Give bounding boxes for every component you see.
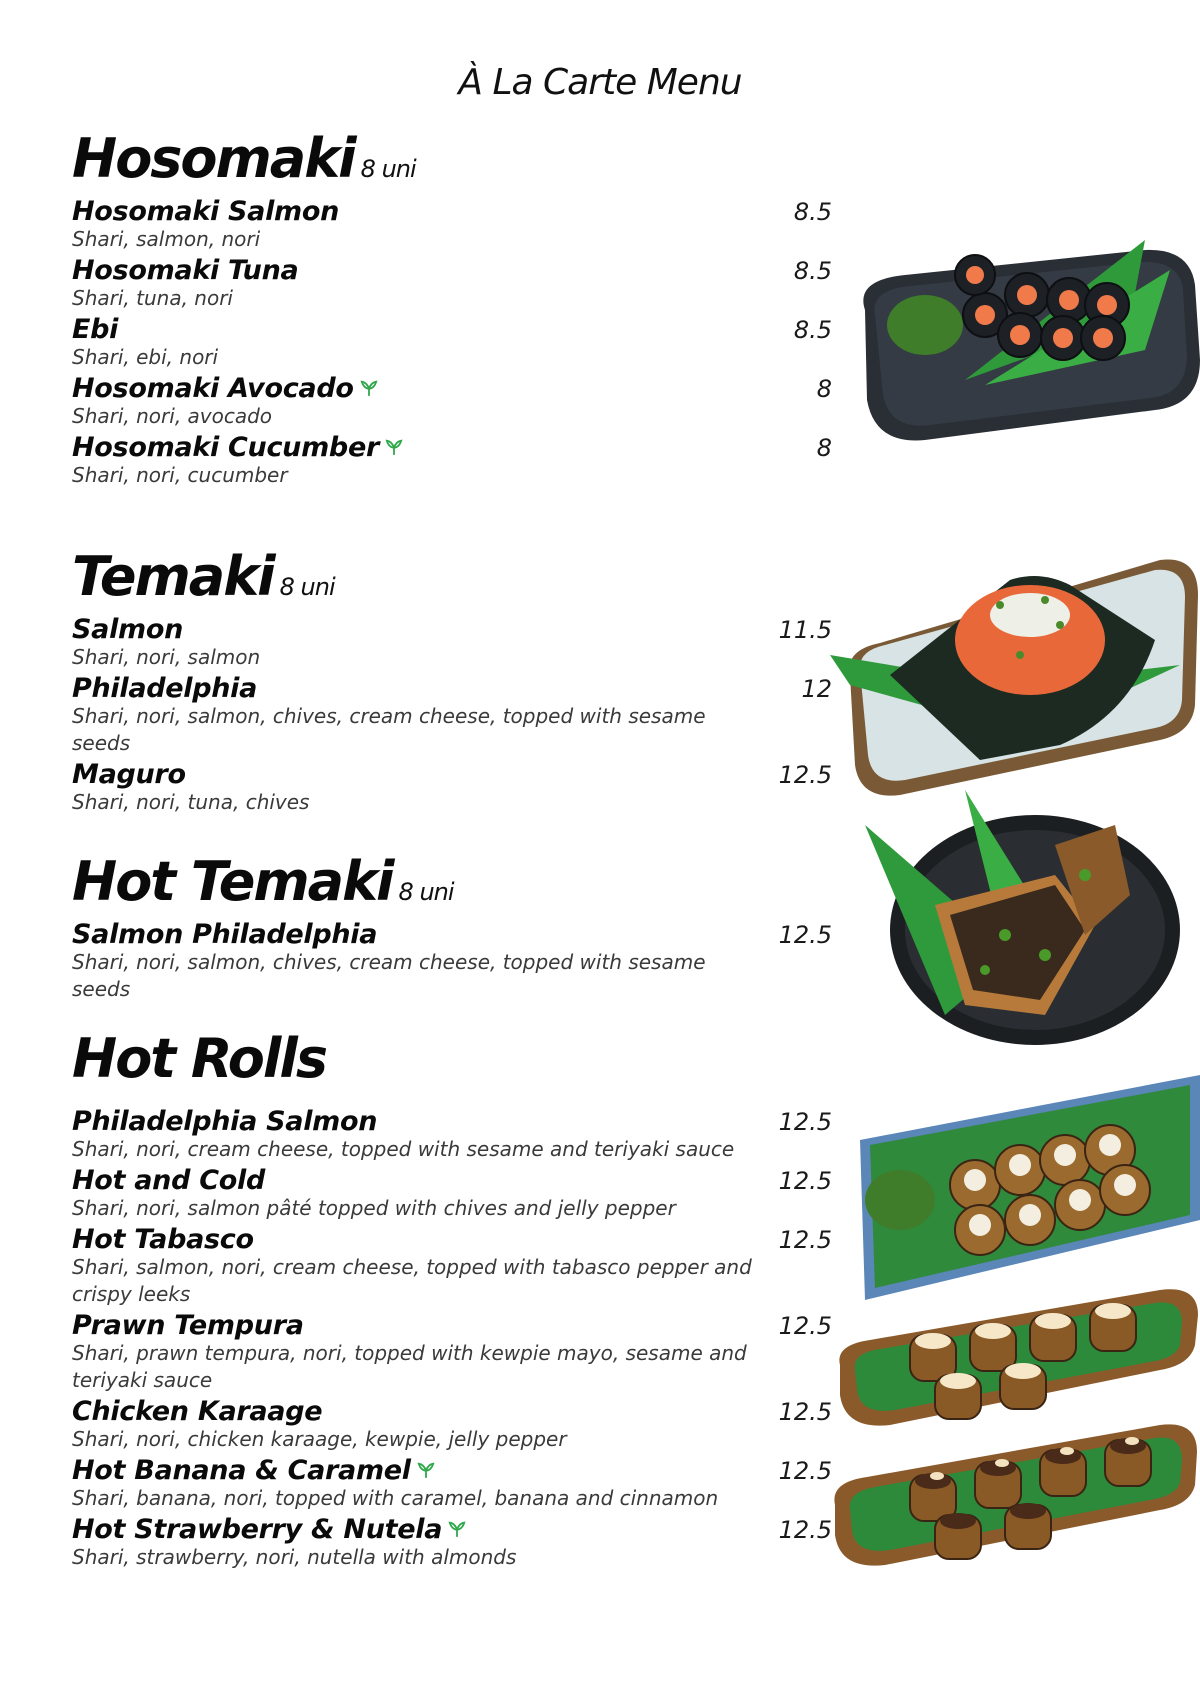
item-name-row [72, 1394, 832, 1430]
item-name-row [72, 430, 832, 466]
item-price: 12.5 [778, 1398, 832, 1426]
item-description: Shari, tuna, nori [72, 286, 233, 310]
menu-item [72, 1453, 832, 1512]
item-name: Hosomaki Cucumber [72, 432, 379, 463]
menu-item [72, 1512, 832, 1571]
item-name-row [72, 917, 832, 953]
menu-item [72, 371, 832, 430]
item-description: Shari, nori, chicken karaage, kewpie, jelly pepper [72, 1427, 567, 1451]
item-name: Salmon [72, 614, 184, 645]
section-hosomaki [72, 127, 832, 489]
item-name-row [72, 612, 832, 648]
item-description: Shari, nori, salmon, chives, cream cheese, topped with sesame seeds [72, 950, 706, 1001]
item-name: Hot Tabasco [72, 1224, 254, 1255]
menu-item [72, 1222, 832, 1308]
item-name: Hosomaki Tuna [72, 255, 299, 286]
item-name-row [72, 757, 832, 793]
item-name-row [72, 253, 832, 289]
item-name-row [72, 1222, 832, 1258]
item-price: 12 [801, 675, 832, 703]
item-description: Shari, prawn tempura, nori, topped with kewpie mayo, sesame and teriyaki sauce [72, 1341, 747, 1392]
item-description: Shari, strawberry, nori, nutella with almonds [72, 1545, 517, 1569]
menu-item [72, 612, 832, 671]
menu-item [72, 1104, 832, 1163]
hot-rolls-blue-plate-image [855, 1070, 1200, 1305]
hot-rolls-wood-plate-1-image [830, 1285, 1200, 1430]
item-price: 8 [816, 434, 832, 462]
item-price: 8.5 [793, 257, 832, 285]
item-price: 12.5 [778, 761, 832, 789]
section-title: Hosomaki [72, 127, 355, 190]
item-name-row [72, 371, 832, 407]
vegetarian-leaf-icon [360, 379, 378, 397]
section-temaki [72, 545, 832, 816]
item-name: Philadelphia [72, 673, 258, 704]
item-description: Shari, nori, cream cheese, topped with sesame and teriyaki sauce [72, 1137, 735, 1161]
menu-item [72, 194, 832, 253]
menu-item [72, 917, 832, 1003]
item-price: 12.5 [778, 1226, 832, 1254]
page-title: À La Carte Menu [458, 62, 742, 103]
item-price: 12.5 [778, 921, 832, 949]
item-description: Shari, nori, tuna, chives [72, 790, 310, 814]
section-title: Temaki [72, 545, 274, 608]
item-price: 8.5 [793, 198, 832, 226]
hot-temaki-plate-image [855, 785, 1185, 1050]
item-description: Shari, nori, salmon, chives, cream cheese, topped with sesame seeds [72, 704, 706, 755]
item-description: Shari, nori, cucumber [72, 463, 288, 487]
item-name-row [72, 1163, 832, 1199]
hot-rolls-wood-plate-2-image [825, 1420, 1200, 1570]
menu-item [72, 312, 832, 371]
item-name-row [72, 671, 832, 707]
item-price: 12.5 [778, 1108, 832, 1136]
section-title: Hot Temaki [72, 850, 393, 913]
section-unit: 8 uni [360, 155, 416, 183]
section-header [72, 850, 832, 913]
item-name: Hot Banana & Caramel [72, 1455, 411, 1486]
item-price: 12.5 [778, 1312, 832, 1340]
item-name-row [72, 1512, 832, 1548]
item-list [72, 917, 832, 1003]
item-name-row [72, 1453, 832, 1489]
item-name: Prawn Tempura [72, 1310, 304, 1341]
item-description: Shari, nori, salmon pâté topped with chives and jelly pepper [72, 1196, 676, 1220]
section-header [72, 127, 832, 190]
menu-item [72, 1163, 832, 1222]
section-unit: 8 uni [398, 878, 454, 906]
section-hot-rolls [72, 1027, 832, 1571]
item-name-row [72, 194, 832, 230]
hosomaki-plate-image [845, 210, 1200, 445]
section-hot-temaki [72, 850, 832, 1003]
temaki-plate-image [830, 555, 1200, 800]
vegetarian-leaf-icon [417, 1461, 435, 1479]
item-price: 8.5 [793, 316, 832, 344]
item-list [72, 1104, 832, 1571]
section-header [72, 1027, 832, 1090]
section-title: Hot Rolls [72, 1027, 327, 1090]
item-name: Hosomaki Avocado [72, 373, 354, 404]
vegetarian-leaf-icon [385, 438, 403, 456]
item-description: Shari, salmon, nori [72, 227, 261, 251]
item-list [72, 612, 832, 816]
item-description: Shari, banana, nori, topped with caramel, banana and cinnamon [72, 1486, 719, 1510]
item-name: Philadelphia Salmon [72, 1106, 378, 1137]
item-price: 12.5 [778, 1457, 832, 1485]
item-description: Shari, nori, avocado [72, 404, 273, 428]
item-name: Hot and Cold [72, 1165, 265, 1196]
menu-item [72, 1394, 832, 1453]
menu-item [72, 430, 832, 489]
section-unit: 8 uni [279, 573, 335, 601]
item-list [72, 194, 832, 489]
item-price: 12.5 [778, 1167, 832, 1195]
item-name: Hot Strawberry & Nutela [72, 1514, 443, 1545]
item-name: Hosomaki Salmon [72, 196, 340, 227]
item-name-row [72, 1104, 832, 1140]
menu-item [72, 757, 832, 816]
item-price: 11.5 [778, 616, 832, 644]
section-header [72, 545, 832, 608]
item-name: Salmon Philadelphia [72, 919, 378, 950]
item-name: Maguro [72, 759, 186, 790]
menu-item [72, 1308, 832, 1394]
item-name: Chicken Karaage [72, 1396, 323, 1427]
item-description: Shari, nori, salmon [72, 645, 261, 669]
menu-item [72, 253, 832, 312]
item-name: Ebi [72, 314, 119, 345]
item-price: 12.5 [778, 1516, 832, 1544]
vegetarian-leaf-icon [448, 1520, 466, 1538]
menu-item [72, 671, 832, 757]
item-description: Shari, ebi, nori [72, 345, 219, 369]
item-name-row [72, 1308, 832, 1344]
item-name-row [72, 312, 832, 348]
item-description: Shari, salmon, nori, cream cheese, topped with tabasco pepper and crispy leeks [72, 1255, 752, 1306]
item-price: 8 [816, 375, 832, 403]
